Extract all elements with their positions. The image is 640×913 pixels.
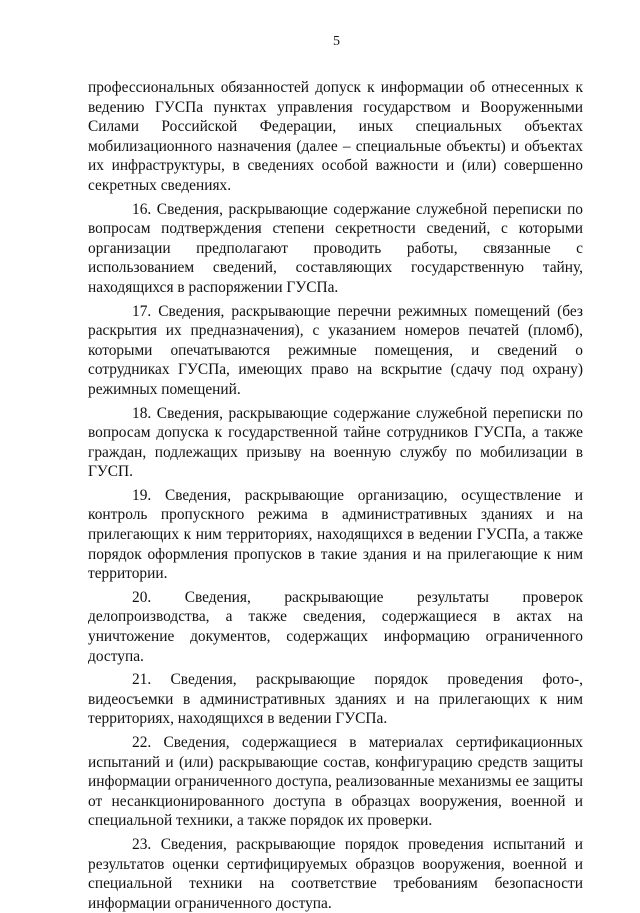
document-body bbox=[88, 78, 583, 913]
paragraph-item-18: 18. Сведения, раскрывающие содержание служебной переписки по вопросам допуска к государственной тайне сотрудников ГУСПа, а также граждан, подлежащих призыву на военную службу по мобилизации в ГУСП. bbox=[88, 404, 583, 481]
paragraph-item-23: 23. Сведения, раскрывающие порядок проведения испытаний и результатов оценки сертифицируемых образцов вооружения, военной и специальной техники на соответствие требованиям безопасности информации ограниченного доступа. bbox=[88, 835, 583, 912]
paragraph-continuation: профессиональных обязанностей допуск к информации об отнесенных к ведению ГУСПа пунктах управления государством и Вооруженными Силами Российской Федерации, иных специальных объектах мобилизационного назначения (далее – специальные объекты) и объектах их инфраструктуры, в сведениях особой важности и (или) совершенно секретных сведениях. bbox=[88, 79, 583, 194]
paragraph-item-22: 22. Сведения, содержащиеся в материалах сертификационных испытаний и (или) раскрывающие состав, конфигурацию средств защиты информации ограниченного доступа, реализованные механизмы ее защиты от несанкционированного доступа в образцах вооружения, военной и специальной техники, а также порядок их проверки. bbox=[88, 734, 583, 830]
paragraph-item-16: 16. Сведения, раскрывающие содержание служебной переписки по вопросам подтверждения степени секретности сведений, с которыми организации предполагают проводить работы, связанные с использованием сведений, составляющих государственную тайну, находящихся в распоряжении ГУСПа. bbox=[88, 200, 583, 296]
paragraph-item-19: 19. Сведения, раскрывающие организацию, осуществление и контроль пропускного режима в административных зданиях и на прилегающих к ним территориях, находящихся в ведении ГУСПа, а также порядок оформления пропусков в такие здания и на прилегающие к ним территории. bbox=[88, 486, 583, 583]
page-number: 5 bbox=[333, 34, 340, 49]
paragraph-item-20: 20. Сведения, раскрывающие результаты проверок делопроизводства, а также сведения, содержащиеся в актах на уничтожение документов, содержащих информацию ограниченного доступа. bbox=[88, 588, 583, 665]
paragraph-item-21: 21. Сведения, раскрывающие порядок проведения фото-, видеосъемки в административных зданиях и на прилегающих к ним территориях, находящихся в ведении ГУСПа. bbox=[88, 671, 583, 728]
paragraph-item-17: 17. Сведения, раскрывающие перечни режимных помещений (без раскрытия их предназначения), с указанием номеров печатей (пломб), которыми опечатываются режимные помещения, и сведений о сотрудниках ГУСПа, имеющих право на вскрытие (сдачу под охрану) режимных помещений. bbox=[88, 302, 583, 398]
